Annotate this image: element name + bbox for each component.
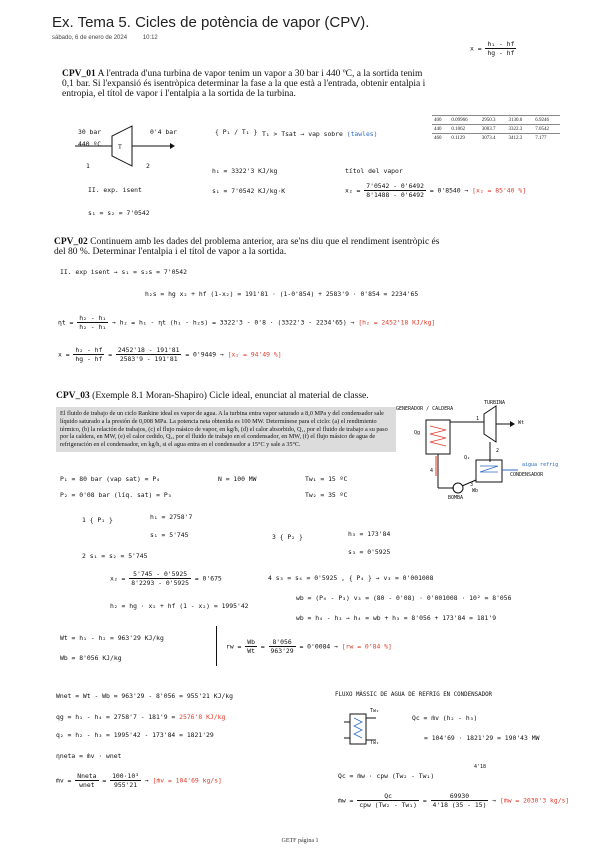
s2-x bbox=[58, 346, 282, 363]
s1-note: (tawles) bbox=[346, 130, 378, 138]
s3-rw-val: = 0'0084 → bbox=[299, 642, 338, 651]
s3-mw-num2: 69930 bbox=[431, 792, 489, 801]
s3-c2-x-lhs: x₂ = bbox=[110, 574, 126, 583]
s3-mv-frac1 bbox=[75, 772, 98, 789]
s3-mv-num2: 100·10³ bbox=[112, 772, 140, 780]
s3-rw-num2: 8'056 bbox=[269, 638, 296, 647]
s2-x-frac2 bbox=[116, 346, 182, 363]
s3-wt: Wt = h₁ - h₂ = 963'29 KJ/kg bbox=[60, 634, 164, 642]
d1-p-in: 30 bar bbox=[78, 128, 102, 136]
s3-c4-num: 4 bbox=[268, 574, 272, 582]
d3-generator: GENERADOR / CALDERA bbox=[396, 406, 454, 412]
table-cell: 2950.3 bbox=[480, 116, 507, 125]
table-cell: 3412.3 bbox=[507, 134, 534, 143]
s2-x-frac1 bbox=[73, 346, 104, 363]
page-date bbox=[52, 35, 172, 41]
s3-p2: P₂ = 0'08 bar (líq. sat) = P₃ bbox=[60, 491, 172, 499]
s3-c2-xval: = 0'675 bbox=[194, 574, 222, 583]
problem-1 bbox=[62, 69, 436, 99]
table-cell: 3073.4 bbox=[480, 134, 507, 143]
table-cell: 460 bbox=[432, 134, 449, 143]
s3-flow-title: FLUXO MÀSSIC DE AGUA DE REFRIG EN CONDENSADOR bbox=[335, 692, 493, 698]
s3-mw-frac1 bbox=[357, 792, 419, 809]
s1-x2-den: 8'1488 - 0'6492 bbox=[366, 191, 424, 199]
s3-c2-s: s₁ = s₂ = 5'745 bbox=[89, 552, 148, 560]
s3-rw bbox=[226, 638, 392, 655]
d3-water: aigua refrig bbox=[522, 462, 559, 468]
s3-c3 bbox=[272, 533, 303, 541]
d3-pump: BOMBA bbox=[448, 495, 464, 501]
s3-c2-den: 8'2293 - 0'5925 bbox=[131, 579, 189, 587]
s3-mv-den: wnet bbox=[79, 781, 95, 789]
s3-n: N = 100 MW bbox=[218, 475, 257, 483]
hx-tw2: Tw₂ bbox=[370, 708, 380, 714]
d3-q2: Q₂ bbox=[464, 455, 471, 461]
s3-p1: P₁ = 80 bar (vap sat) = P₄ bbox=[60, 475, 161, 483]
s3-rw-lhs: rw = bbox=[226, 642, 242, 651]
s3-mv-arrow: → bbox=[144, 776, 149, 785]
s3-mv-frac2 bbox=[110, 772, 141, 789]
s3-c1-s: s₁ = 5'745 bbox=[150, 531, 189, 539]
table-cell: 3130.6 bbox=[507, 116, 534, 125]
table-cell: 3322.3 bbox=[507, 125, 534, 134]
d3-n2: 2 bbox=[496, 448, 500, 454]
table-cell: 7.177 bbox=[533, 134, 560, 143]
table-cell: 6.9246 bbox=[533, 116, 560, 125]
s3-c2-x bbox=[110, 570, 222, 587]
s3-c3-num: 3 bbox=[272, 533, 276, 541]
problem-2 bbox=[54, 237, 444, 257]
d3-n1: 1 bbox=[476, 416, 480, 422]
d1-n2: 2 bbox=[146, 162, 150, 170]
s3-mv-eq: = bbox=[102, 776, 107, 785]
s1-s-eq: s₁ = s₂ = 7'0542 bbox=[88, 209, 150, 217]
s3-rw-num: Wb bbox=[247, 638, 255, 646]
d1-letter: T bbox=[118, 143, 122, 151]
s3-mv-num: Nneta bbox=[77, 772, 97, 780]
s3-rw-den: Wt bbox=[247, 647, 255, 655]
page-footer: GETF página 1 bbox=[281, 838, 319, 844]
s1-x2 bbox=[345, 182, 526, 199]
s3-qg-text: qg = h₁ - h₄ = 2758'7 - 181'9 = bbox=[56, 713, 176, 721]
s3-qg bbox=[56, 713, 225, 721]
s1-x2-frac bbox=[364, 182, 426, 199]
s1-h1: h₁ = 3322'3 KJ/kg bbox=[212, 167, 278, 175]
s1-title-label: títol del vapor bbox=[345, 167, 403, 175]
s2-x-eq: = bbox=[108, 350, 113, 359]
s1-cond-text: T₁ > Tsat bbox=[262, 130, 297, 138]
s1-exp: II. exp. isent bbox=[88, 186, 142, 194]
s2-x-lhs: x = bbox=[58, 350, 70, 359]
date-text: sábado, 6 de enero de 2024 bbox=[52, 35, 128, 41]
d3-condenser: CONDENSADOR bbox=[510, 472, 544, 478]
s1-x2-val: = 0'8540 → bbox=[429, 186, 469, 195]
s3-c4-line2: wb = (P₄ - P₃) v₃ = (80 - 0'08) · 0'001008 · 10² = 8'056 bbox=[296, 594, 512, 602]
s2-eta-lhs: ηt = bbox=[58, 318, 74, 327]
s3-mw-den: cpw (Tw₂ - Tw₁) bbox=[359, 801, 417, 809]
s2-x-result: [x₂ = 94'49 %] bbox=[227, 350, 282, 359]
top-formula-lhs: x = bbox=[470, 44, 482, 53]
table-row bbox=[432, 134, 560, 143]
s3-qc2: Qc = ṁw · cpw (Tw₂ - Tw₁) bbox=[338, 772, 435, 780]
d3-wt: Wt bbox=[518, 420, 525, 426]
s3-c4-l1: s₃ = s₄ = 0'5925 , { P₄ } → v₃ = 0'001008 bbox=[275, 574, 434, 582]
s3-q2: q₂ = h₂ - h₃ = 1995'42 - 173'84 = 1821'29 bbox=[56, 731, 214, 739]
problem-1-label: CPV_01 bbox=[62, 69, 96, 79]
s3-mv-result: [ṁv = 104'69 kg/s] bbox=[152, 776, 222, 785]
table-cell: 440 bbox=[432, 125, 449, 134]
s1-arrow: → bbox=[300, 130, 305, 138]
s2-eta-num: h₂ - h₁ bbox=[79, 314, 107, 322]
problem-3 bbox=[56, 391, 396, 401]
problem-2-label: CPV_02 bbox=[54, 237, 88, 247]
s3-mw-eq: = bbox=[422, 796, 427, 805]
s3-rw-eq: = bbox=[260, 642, 265, 651]
s3-c4-line3: wb = h₄ - h₃ → h₄ = wb + h₃ = 8'056 + 173'84 = 181'9 bbox=[296, 614, 497, 622]
s3-mw-frac2 bbox=[431, 792, 489, 809]
top-formula bbox=[470, 40, 516, 57]
s2-line1: II. exp isent → s₁ = s₂s = 7'0542 bbox=[60, 268, 187, 276]
s1-x2-lhs: x₂ = bbox=[345, 186, 361, 195]
problem-3-label: CPV_03 bbox=[56, 391, 90, 401]
s3-c3-brace: { P₂ } bbox=[279, 533, 303, 541]
s2-eta-den: h₂ - h₁ bbox=[79, 323, 107, 331]
s2-x-num2: 2452'18 - 191'81 bbox=[117, 346, 180, 354]
top-formula-num: h₁ - hf bbox=[487, 40, 515, 48]
s2-line2: h₂s = hg x₂ + hf (1-x₂) = 191'81 · (1-0'854) + 2583'9 · 0'854 = 2234'65 bbox=[145, 290, 419, 298]
s3-rw-result: [rw = 0'84 %] bbox=[341, 642, 392, 651]
s3-qg-result: 2576'8 KJ/kg bbox=[179, 713, 226, 721]
s3-c4-line1 bbox=[268, 574, 433, 582]
s3-c2-h: h₂ = hg · x₂ + hf (1 - x₂) = 1995'42 bbox=[110, 602, 249, 610]
hx-tw1: Tw₁ bbox=[370, 740, 380, 746]
s3-c1-h: h₁ = 2758'7 bbox=[150, 513, 193, 521]
s3-tw1: Tw₁ = 15 ºC bbox=[305, 475, 348, 483]
s3-c3-h: h₃ = 173'84 bbox=[348, 530, 391, 538]
s3-c1 bbox=[82, 516, 113, 524]
s3-mw-result: [ṁw = 2030'3 kg/s] bbox=[500, 796, 570, 805]
d3-n3: 3 bbox=[470, 482, 474, 488]
s2-eta-result: [h₂ = 2452'18 KJ/kg] bbox=[358, 318, 436, 327]
s3-c1-brace: { P₁ } bbox=[89, 516, 113, 524]
s3-mw bbox=[338, 792, 569, 809]
time-text: 10:12 bbox=[142, 35, 158, 41]
table-cell: 3003.7 bbox=[480, 125, 507, 134]
hx-diagram bbox=[340, 708, 380, 753]
table-row bbox=[432, 116, 560, 125]
s3-mv-den2: 955'21 bbox=[114, 781, 138, 789]
d3-qg: Qg bbox=[414, 430, 421, 436]
s2-x-den2: 2583'9 - 191'81 bbox=[119, 355, 178, 363]
problem-2-text: Continuem amb les dades del problema anterior, ara se'ns diu que el rendiment isentròpic és del 80 %. Determinar l'entalpia i el títol de vapor a la sortida. bbox=[54, 237, 440, 257]
d1-n1: 1 bbox=[86, 162, 90, 170]
s3-mw-num: Qc bbox=[357, 792, 419, 801]
s3-wnet: Wnet = Wt - Wb = 963'29 - 8'056 = 955'21 KJ/kg bbox=[56, 692, 233, 700]
s3-cpw-note: 4'18 bbox=[474, 764, 487, 770]
rankine-diagram bbox=[398, 400, 568, 500]
s2-x-den1: hg - hf bbox=[75, 355, 103, 363]
s3-wb: Wb = 8'056 KJ/kg bbox=[60, 654, 122, 662]
s3-mv-lhs: ṁv = bbox=[56, 776, 72, 785]
table-cell: 7.0542 bbox=[533, 125, 560, 134]
table-cell: 400 bbox=[432, 116, 449, 125]
s3-c2-num: 5'745 - 0'5925 bbox=[129, 570, 191, 579]
table-row bbox=[432, 125, 560, 134]
problem-3-box: El fluido de trabajo de un ciclo Rankine ideal es vapor de agua. A la turbina entra vapor saturado a 8,0 MPa y del condensador sale líquido saturado a la presión de 0,008 MPa. La potencia neta obtenida es 100 MW. Determínese para el ciclo: (a) el rendimiento térmico, (b) la relación de trabajos, (c) el flujo másico de vapor, en kg/h, (d) el calor absorbido, Q₁, por el fluido de trabajo a su paso por la caldera, en MW, (e) el calor cedido, Q₂, por el fluido de trabajo en el condensador, en MW, (f) el flujo másico de agua de refrigeración en el condensador, en kg/h, si el agua entra en el condensador a 15°C y sale a 35°C. bbox=[56, 407, 396, 452]
d1-t-in: 440 ºC bbox=[78, 140, 102, 148]
s3-eta: ηneta = ṁv · wnet bbox=[56, 752, 122, 760]
s1-brace: { P₁ / T₁ } bbox=[215, 128, 258, 136]
s3-c2-frac bbox=[129, 570, 191, 587]
s3-qc1-val: = 104'69 · 1821'29 = 190'43 MW bbox=[424, 734, 540, 742]
s3-tw2: Tw₂ = 35 ºC bbox=[305, 491, 348, 499]
s3-rw-frac2 bbox=[269, 638, 296, 655]
table-cell: 0.1129 bbox=[449, 134, 479, 143]
s3-rw-den2: 963'29 bbox=[270, 647, 294, 655]
s2-x-num1: h₂ - hf bbox=[75, 346, 103, 354]
d1-p-out: 0'4 bar bbox=[150, 128, 177, 136]
problem-1-text: A l'entrada d'una turbina de vapor tenim un vapor a 30 bar i 440 ºC, a la sortida tenim 0,1 bar. Si l'expansió és isentròpica determinar la fase a la que està a l'entrada, obtenir entalpia i entropia, el títol de vapor i l'entalpia a la sortida de la turbina. bbox=[62, 69, 426, 99]
page-title: Ex. Tema 5. Cicles de potència de vapor (CPV). bbox=[52, 14, 370, 31]
s3-mv bbox=[56, 772, 222, 789]
s1-x2-result: [x₂ = 85'40 %] bbox=[472, 186, 527, 195]
top-formula-frac bbox=[485, 40, 516, 57]
d3-wb: Wb bbox=[472, 488, 479, 494]
table-cell: 0.1062 bbox=[449, 125, 479, 134]
d3-turbine: TURBINA bbox=[484, 400, 506, 406]
s1-result: vap sobre bbox=[308, 130, 343, 138]
s2-eta bbox=[58, 314, 435, 331]
problem-3-text: (Exemple 8.1 Moran-Shapiro) Cicle ideal, enunciat al material de classe. bbox=[92, 391, 369, 401]
s3-divider bbox=[216, 626, 217, 666]
steam-table bbox=[432, 115, 560, 142]
s3-c2-num: 2 bbox=[82, 552, 86, 560]
s3-c2 bbox=[82, 552, 147, 560]
s3-mw-arrow: → bbox=[492, 796, 497, 805]
s1-x2-num: 7'0542 - 0'6492 bbox=[366, 182, 424, 190]
s3-qc1: Qc = ṁv (h₂ - h₃) bbox=[412, 714, 478, 722]
s2-eta-rest: → h₂ = h₁ - ηt (h₁ - h₂s) = 3322'3 - 0'8 · (3322'3 - 2234'65) → bbox=[112, 318, 355, 327]
s2-x-val: = 0'9449 → bbox=[185, 350, 224, 359]
table-cell: 0.09966 bbox=[449, 116, 479, 125]
s3-c3-s: s₃ = 0'5925 bbox=[348, 548, 391, 556]
s2-eta-frac bbox=[77, 314, 108, 331]
top-formula-den: hg - hf bbox=[487, 49, 515, 57]
s3-mw-den2: 4'18 (35 - 15) bbox=[432, 801, 487, 809]
s3-rw-frac1 bbox=[245, 638, 257, 655]
s1-cond bbox=[262, 130, 378, 138]
s3-c1-num: 1 bbox=[82, 516, 86, 524]
s3-mw-lhs: ṁw = bbox=[338, 796, 354, 805]
s1-s1: s₁ = 7'0542 KJ/kg·K bbox=[212, 187, 286, 195]
d3-n4: 4 bbox=[430, 468, 434, 474]
